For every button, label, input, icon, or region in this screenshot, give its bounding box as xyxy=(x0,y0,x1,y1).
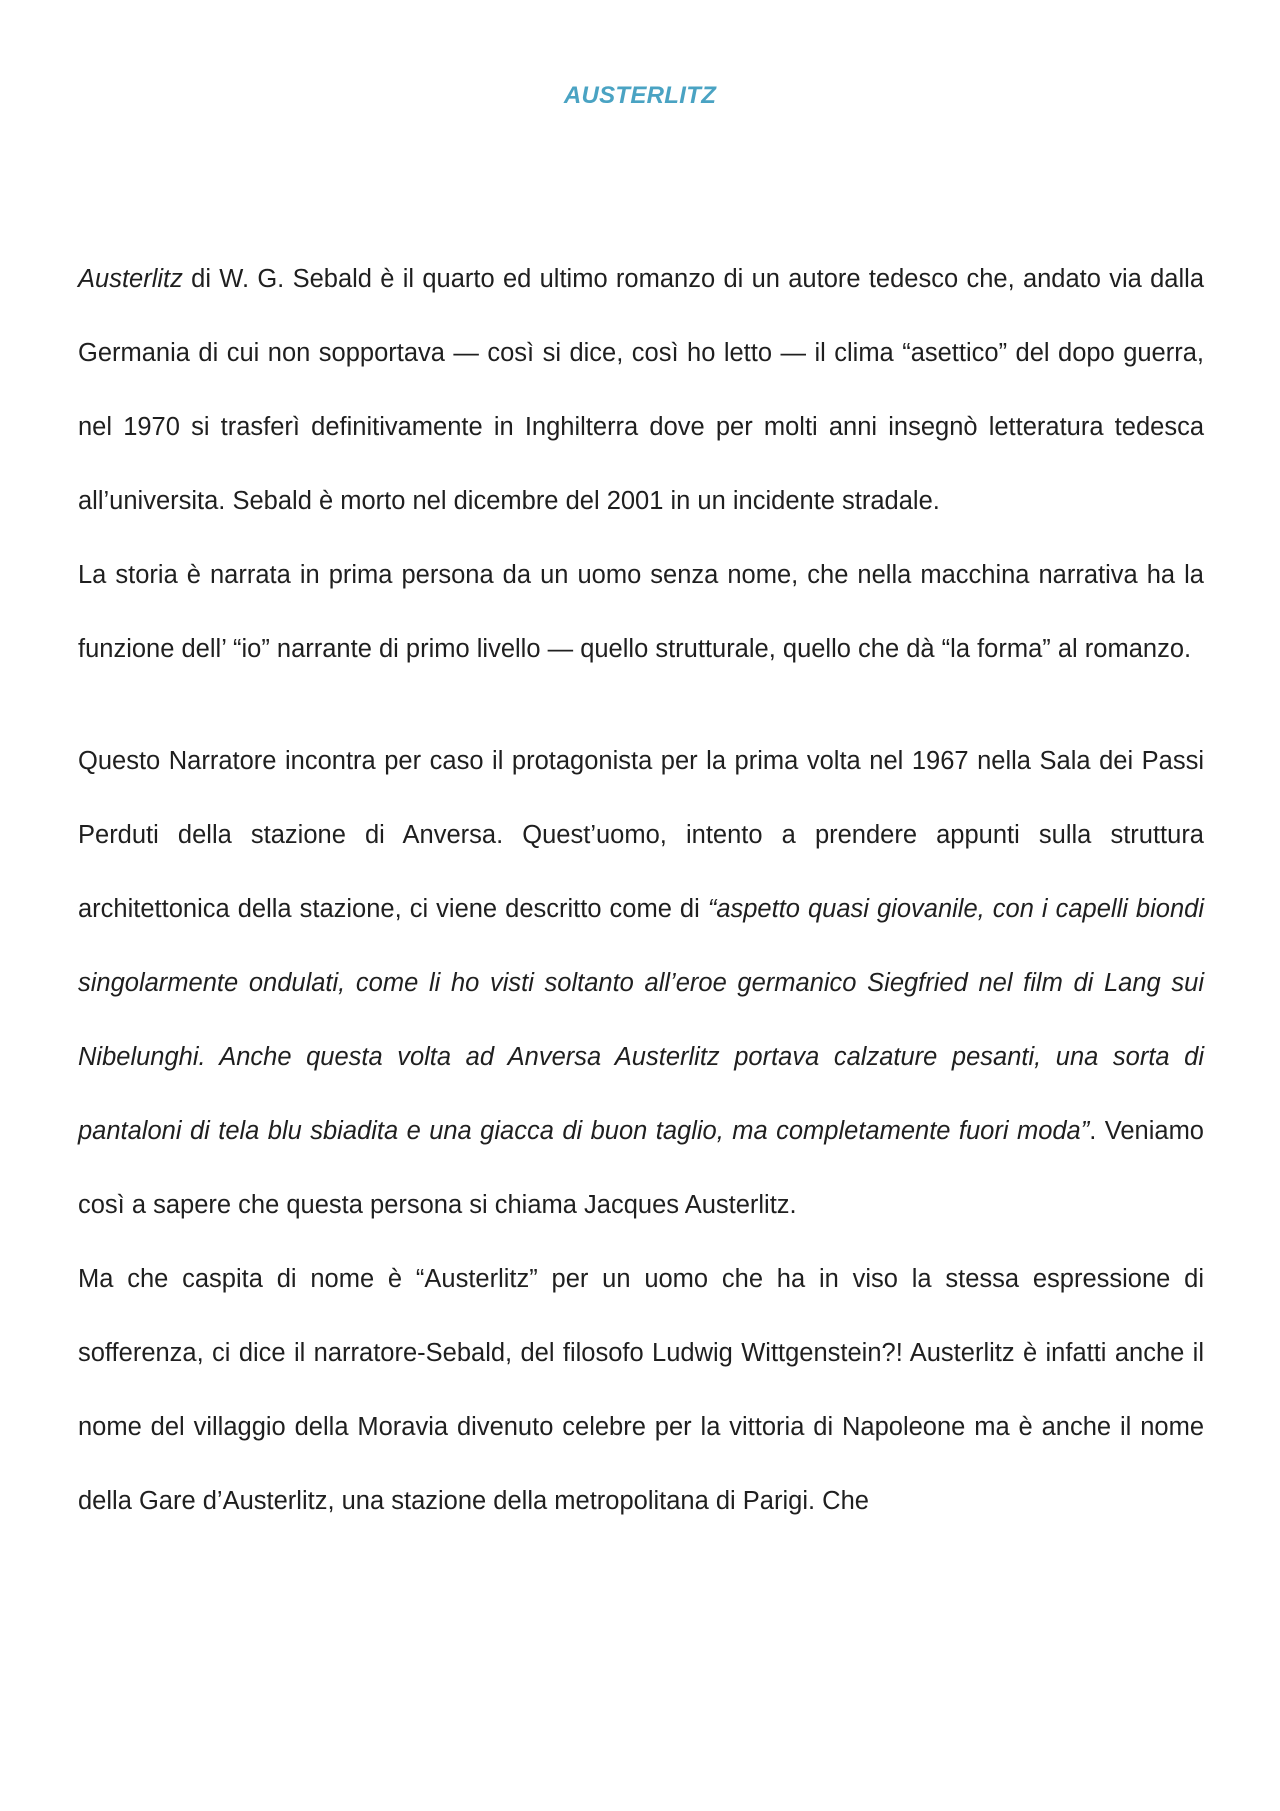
paragraph-narrator xyxy=(78,538,1204,686)
paragraph-intro xyxy=(78,242,1204,538)
document-title: AUSTERLITZ xyxy=(563,82,717,109)
document-body xyxy=(78,242,1204,1538)
paragraph-encounter-text-before: Questo Narratore incontra per caso il protagonista per la prima volta nel 1967 nella Sala dei Passi Perduti della stazione di Anversa. Quest’uomo, intento a prendere appunti sulla struttura architettonica della stazione, ci viene descritto come di xyxy=(78,747,1204,923)
paragraph-encounter xyxy=(78,724,1204,1242)
italic-book-title: Austerlitz xyxy=(78,265,183,293)
paragraph-name-question-text: Ma che caspita di nome è “Austerlitz” per un uomo che ha in viso la stessa espressione di sofferenza, ci dice il narratore-Sebald, del filosofo Ludwig Wittgenstein?! Austerlitz è infatti anche il nome del villaggio della Moravia divenuto celebre per la vittoria di Napoleone ma è anche il nome della Gare d’Austerlitz, una stazione della metropolitana di Parigi. Che xyxy=(78,1265,1204,1515)
paragraph-narrator-text: La storia è narrata in prima persona da un uomo senza nome, che nella macchina narrativa ha la funzione dell’ “io” narrante di primo livello — quello strutturale, quello che dà “la forma” al romanzo. xyxy=(78,561,1204,663)
paragraph-intro-text: di W. G. Sebald è il quarto ed ultimo romanzo di un autore tedesco che, andato via dalla Germania di cui non sopportava — così si dice, così ho letto — il clima “asettico” del dopo guerra, nel 1970 si trasferì definitivamente in Inghilterra dove per molti anni insegnò letteratura tedesca all’universita. Sebald è morto nel dicembre del 2001 in un incidente stradale. xyxy=(78,265,1204,515)
paragraph-encounter-text-after: . Veniamo così a sapere che questa persona si chiama Jacques Austerlitz. xyxy=(78,1117,1204,1219)
paragraph-encounter-quote: “aspetto quasi giovanile, con i capelli biondi singolarmente ondulati, come li ho visti soltanto all’eroe germanico Siegfried nel film di Lang sui Nibelunghi. Anche questa volta ad Anversa Austerlitz portava calzature pesanti, una sorta di pantaloni di tela blu sbiadita e una giacca di buon taglio, ma completamente fuori moda” xyxy=(78,895,1204,1145)
paragraph-name-question xyxy=(78,1242,1204,1538)
